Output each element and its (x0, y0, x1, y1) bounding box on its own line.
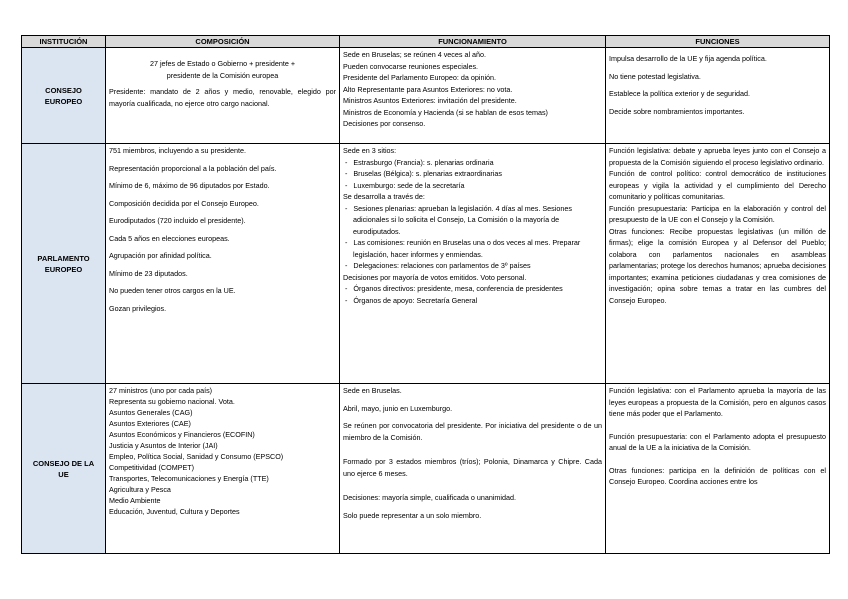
row-consejo-ue (22, 384, 830, 554)
function-item: Otras funciones: Recibe propuestas legislativas (un millón de firmas); elige la comisión Europea y al Defensor del Pueblo; colabora con parlamentos nacionales en asambleas parlamentarias; protege los derechos humanos; aprueba decisiones importantes; examina peticiones ciudadanas y crea comisiones de investigación; opina sobre temas a tratar en las cumbres del Consejo Europeo. (609, 226, 826, 305)
composition-item: Justicia y Asuntos de Interior (JAI) (109, 441, 218, 450)
composition-item: Empleo, Política Social, Sanidad y Consumo (EPSCO) (109, 452, 284, 461)
functions-cell (606, 144, 830, 384)
operation-line: Decisiones por consenso. (343, 119, 426, 128)
composition-item: Transportes, Telecomunicaciones y Energía (TTE) (109, 474, 269, 483)
operation-cell (340, 144, 606, 384)
operation-line: Decisiones: mayoría simple, cualificada o unanimidad. (343, 493, 516, 502)
operation-cell (340, 48, 606, 144)
operation-line: Pueden convocarse reuniones especiales. (343, 61, 479, 71)
operation-line: Ministros Asuntos Exteriores: invitación del presidente. (343, 96, 517, 105)
operation-line: Sede en Bruselas; se reúnen 4 veces al año. (343, 50, 487, 59)
composition-cell (106, 144, 340, 384)
function-item: Decide sobre nombramientos importantes. (609, 106, 745, 116)
composition-item: Asuntos Generales (CAG) (109, 408, 193, 417)
composition-intro: 27 jefes de Estado o Gobierno + presidente + presidente de la Comisión europea (149, 59, 296, 80)
composition-item: Representa su gobierno nacional. Vota. (109, 397, 235, 406)
functions-cell (606, 48, 830, 144)
function-item: Impulsa desarrollo de la UE y fija agenda política. (609, 54, 767, 63)
eu-institutions-table (21, 35, 830, 554)
function-item: Función presupuestaria: con el Parlamento adopta el presupuesto anual de la UE a la iniciativa de la Comisión. (609, 431, 826, 452)
composition-item: Cada 5 años en elecciones europeas. (109, 233, 230, 243)
functions-cell (606, 384, 830, 554)
operation-via: - Sesiones plenarias: aprueban la legislación. 4 días al mes. Sesiones adicionales si lo solicita el Consejo, La Comisión o la mayoría de eurodiputados. (345, 203, 572, 236)
institution-name: CONSEJO DE LA UE (22, 384, 106, 554)
operation-via: - Las comisiones: reunión en Bruselas una o dos veces al mes. Preparar legislación, hacer informes y enmiendas. (345, 238, 581, 259)
composition-item: 27 ministros (uno por cada país) (109, 386, 213, 395)
composition-item: No pueden tener otros cargos en la UE. (109, 286, 236, 295)
operation-line: Presidente del Parlamento Europeo: da opinión. (343, 73, 497, 82)
operation-site: - Luxemburgo: sede de la secretaría (345, 180, 465, 190)
function-item: Otras funciones: participa en la definición de políticas con el Consejo Europeo. Coordina acciones entre los (609, 465, 826, 486)
operation-cell (340, 384, 606, 554)
operation-via: - Delegaciones: relaciones con parlamentos de 3º países (345, 261, 531, 270)
operation-organos: - Órganos directivos: presidente, mesa, conferencia de presidentes (345, 284, 563, 293)
composition-item: Composición decidida por el Consejo Europeo. (109, 198, 259, 208)
operation-line: Alto Representante para Asuntos Exteriores: no vota. (343, 84, 513, 94)
operation-line: Abril, mayo, junio en Luxemburgo. (343, 403, 453, 413)
composition-item: Educación, Juventud, Cultura y Deportes (109, 507, 240, 516)
composition-item: Eurodiputados (720 incluido el presidente). (109, 216, 246, 225)
operation-sede: Sede en 3 sitios: (343, 146, 397, 155)
composition-item: Agricultura y Pesca (109, 485, 171, 494)
function-item: Función legislativa: debate y aprueba leyes junto con el Consejo a propuesta de la Comisión siguiendo el proceso legislativo ordinario. (609, 146, 826, 167)
composition-item: Mínimo de 23 diputados. (109, 268, 188, 278)
composition-item: Agrupación por afinidad política. (109, 251, 212, 260)
function-item: Función de control político: control democrático de instituciones europeas y vigila la actividad y el cumplimiento del Derecho comunitario y políticas comunitarias. (609, 169, 826, 201)
header-composicion: COMPOSICIÓN (106, 36, 340, 48)
function-item: Establece la política exterior y de seguridad. (609, 89, 751, 98)
institution-name: PARLAMENTO EUROPEO (22, 144, 106, 384)
composition-item: Asuntos Exteriores (CAE) (109, 419, 191, 428)
operation-site: - Bruselas (Bélgica): s. plenarias extraordinarias (345, 169, 502, 178)
composition-cell (106, 384, 340, 554)
operation-organos: - Órganos de apoyo: Secretaría General (345, 295, 478, 305)
operation-line: Se reúnen por convocatoria del presidente. Por iniciativa del presidente o de un miembro de la Comisión. (343, 421, 602, 442)
header-funciones: FUNCIONES (606, 36, 830, 48)
composition-president: Presidente: mandato de 2 años y medio, renovable, elegido por mayoría cualificada, no ejerce otro cargo nacional. (109, 87, 336, 108)
function-item: No tiene potestad legislativa. (609, 71, 701, 81)
row-parlamento-europeo (22, 144, 830, 384)
operation-line: Formado por 3 estados miembros (tríos); Polonia, Dinamarca y Chipre. Cada uno ejerce 6 meses. (343, 457, 602, 478)
row-consejo-europeo (22, 48, 830, 144)
composition-item: Competitividad (COMPET) (109, 463, 195, 472)
composition-item: 751 miembros, incluyendo a su presidente. (109, 146, 247, 155)
composition-item: Representación proporcional a la población del país. (109, 163, 277, 173)
operation-line: Ministros de Economía y Hacienda (si se hablan de esos temas) (343, 107, 548, 117)
header-row (22, 36, 830, 48)
operation-site: - Estrasburgo (Francia): s. plenarias ordinaria (345, 157, 494, 167)
composition-item: Mínimo de 6, máximo de 96 diputados por Estado. (109, 181, 270, 190)
institution-name: CONSEJO EUROPEO (22, 48, 106, 144)
header-funcionamiento: FUNCIONAMIENTO (340, 36, 606, 48)
function-item: Función presupuestaria: Participa en la elaboración y control del presupuesto de la UE con el Consejo y la Comisión. (609, 203, 826, 224)
operation-desarrollo: Se desarrolla a través de: (343, 192, 425, 201)
composition-item: Medio Ambiente (109, 496, 161, 505)
operation-decisiones: Decisiones por mayoría de votos emitidos. Voto personal. (343, 272, 527, 282)
operation-line: Solo puede representar a un solo miembro. (343, 510, 482, 520)
composition-cell (106, 48, 340, 144)
composition-item: Gozan privilegios. (109, 303, 167, 313)
composition-item: Asuntos Económicos y Financieros (ECOFIN) (109, 430, 255, 439)
header-institucion: INSTITUCIÓN (22, 36, 106, 48)
function-item: Función legislativa: con el Parlamento aprueba la mayoría de las leyes europeas a propuesta de la Comisión, pero en algunos casos tiene más poder que el Parlamento. (609, 386, 826, 418)
operation-line: Sede en Bruselas. (343, 386, 402, 395)
